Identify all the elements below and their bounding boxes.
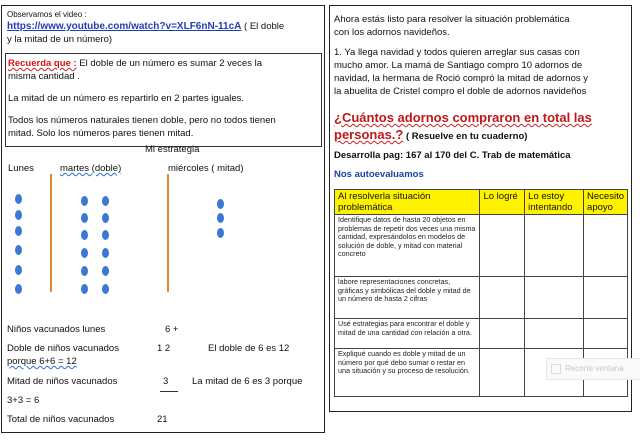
problem-line2: mucho amor. La mamá de Santiago compro 10 adornos de	[334, 60, 583, 71]
intro-line2: con los adornos navideños.	[334, 27, 450, 38]
dot	[81, 196, 88, 206]
dot	[217, 228, 224, 238]
dot	[15, 210, 22, 220]
criterion-cell: Expliqué cuando es doble y mitad de un número por qué debo sumar o restar en una situación y su proceso de resolución.	[335, 349, 480, 397]
video-link[interactable]: https://www.youtube.com/watch?v=XLF6nN-11cA	[7, 21, 242, 32]
dot	[217, 199, 224, 209]
dot	[102, 266, 109, 276]
natural-text1: Todos los números naturales tienen doble, pero no todos tienen	[8, 115, 276, 126]
check-cell[interactable]	[584, 319, 628, 349]
dot	[15, 284, 22, 294]
question-line2	[334, 126, 527, 144]
col-wednesday: miércoles ( mitad)	[168, 163, 244, 174]
check-cell[interactable]	[525, 277, 584, 319]
table-row	[335, 319, 628, 349]
intro-line1: Ahora estás listo para resolver la situación problemática	[334, 14, 570, 25]
row2-note: El doble de 6 es 12	[208, 343, 290, 354]
dot	[15, 265, 22, 275]
row4-label: Total de niños vacunados	[7, 414, 115, 425]
dot	[81, 248, 88, 258]
row2-line2	[7, 356, 77, 367]
row3-value: 3	[163, 376, 169, 387]
dot	[81, 230, 88, 240]
snip-label: Recorte ventana	[565, 364, 624, 373]
remember-line2: misma cantidad .	[8, 71, 80, 82]
row2-line2-text: porque 6+6 = 12	[7, 356, 77, 367]
dot	[81, 266, 88, 276]
table-row	[335, 215, 628, 277]
col-monday: Lunes	[8, 163, 34, 174]
remember-line1	[8, 58, 262, 69]
snip-overlay[interactable]	[546, 358, 640, 380]
check-cell[interactable]	[480, 215, 525, 277]
table-header-row	[335, 190, 628, 215]
problem-line4: la abuelita de Cristel compro el doble de adornos navideños	[334, 86, 587, 97]
row1-label: Niños vacunados lunes	[7, 324, 106, 335]
dot	[81, 213, 88, 223]
video-intro: Observamos el video :	[7, 10, 87, 19]
scissors-icon	[551, 364, 561, 374]
self-eval-title: Nos autoevaluamos	[334, 169, 424, 180]
criterion-cell: Identifique datos de hasta 20 objetos en problemas de repetir dos veces una misma cantidad, expresándolos en modelos de solución de doble, y mitad con material concreto	[335, 215, 480, 277]
question-note: ( Resuelve en tu cuaderno)	[403, 131, 528, 142]
dot	[15, 226, 22, 236]
video-suffix: ( El doble	[241, 21, 285, 32]
video-line	[7, 21, 284, 32]
header-need-help: Necesito apoyo	[584, 190, 628, 215]
check-cell[interactable]	[525, 319, 584, 349]
dot	[102, 284, 109, 294]
problem-line3: navidad, la hermana de Roció compró la mitad de adornos y	[334, 73, 589, 84]
dot	[15, 194, 22, 204]
header-situation: Al resolverla situación problemática	[335, 190, 480, 215]
col-tuesday-label: martes (doble)	[60, 163, 122, 174]
criterion-cell: labore representaciones concretas, gráficas y simbólicas del doble y mitad de un número de hasta 2 cifras	[335, 277, 480, 319]
dot	[15, 245, 22, 255]
question-text1: ¿Cuántos adornos compraron en total las	[334, 110, 592, 125]
divider-1	[50, 174, 52, 292]
remember-label: Recuerda que :	[8, 58, 77, 69]
check-cell[interactable]	[480, 319, 525, 349]
check-cell[interactable]	[584, 215, 628, 277]
dot	[102, 230, 109, 240]
develop-text: Desarrolla pag: 167 al 170 del C. Trab de matemática	[334, 150, 571, 161]
check-cell[interactable]	[480, 349, 525, 397]
row3-label: Mitad de niños vacunados	[7, 376, 118, 387]
remember-text1: El doble de un número es sumar 2 veces la	[76, 58, 262, 69]
right-panel	[329, 5, 632, 412]
left-panel	[1, 5, 325, 433]
half-text: La mitad de un número es repartirlo en 2 partes iguales.	[8, 93, 245, 104]
check-cell[interactable]	[525, 215, 584, 277]
question-text2: personas.?	[334, 127, 404, 142]
row2-label: Doble de niños vacunados	[7, 343, 119, 354]
check-cell[interactable]	[480, 277, 525, 319]
col-tuesday	[60, 163, 121, 174]
row4-value: 21	[157, 414, 168, 425]
dot	[81, 284, 88, 294]
row1-value: 6 +	[165, 324, 179, 335]
row3-line2: 3+3 = 6	[7, 395, 40, 406]
question-line1	[334, 110, 592, 125]
strategy-title: Mi estrategia	[145, 144, 200, 155]
row2-value: 1 2	[157, 343, 171, 354]
problem-line1: 1. Ya llega navidad y todos quieren arreglar sus casas con	[334, 47, 580, 58]
dot	[217, 213, 224, 223]
header-achieved: Lo logré	[480, 190, 525, 215]
table-row	[335, 277, 628, 319]
underline-mark	[160, 391, 178, 392]
dot	[102, 196, 109, 206]
natural-text2: mitad. Solo los números pares tienen mitad.	[8, 128, 194, 139]
header-trying: Lo estoy intentando	[525, 190, 584, 215]
divider-2	[167, 174, 169, 292]
dot	[102, 248, 109, 258]
dot	[102, 213, 109, 223]
row3-note: La mitad de 6 es 3 porque	[192, 376, 303, 387]
check-cell[interactable]	[584, 277, 628, 319]
criterion-cell: Usé estrategias para encontrar el doble y mitad de una cantidad con relación a otra.	[335, 319, 480, 349]
video-line2: y la mitad de un número)	[7, 34, 113, 45]
